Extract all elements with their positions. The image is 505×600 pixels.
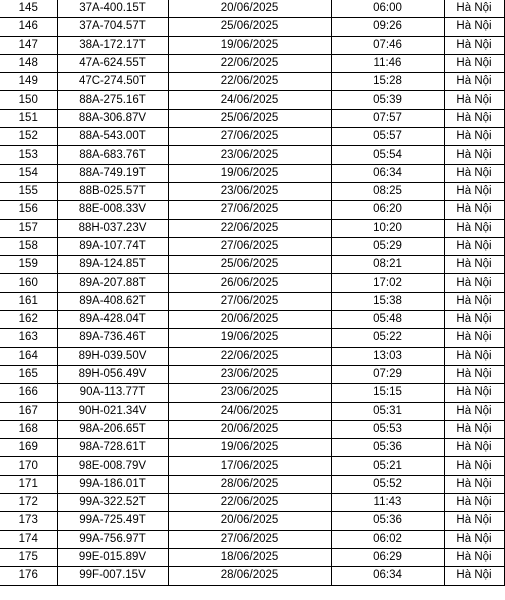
location-cell: Hà Nội [444, 530, 504, 548]
row-number-cell: 176 [0, 567, 57, 585]
time-cell: 06:20 [331, 201, 444, 219]
table-row [0, 512, 504, 530]
location-cell: Hà Nội [444, 0, 504, 18]
date-cell: 27/06/2025 [168, 201, 331, 219]
time-cell: 05:22 [331, 329, 444, 347]
row-number-cell: 175 [0, 548, 57, 566]
row-number-cell: 167 [0, 402, 57, 420]
date-cell: 23/06/2025 [168, 384, 331, 402]
date-cell: 26/06/2025 [168, 274, 331, 292]
license-plate-cell: 90A-113.77T [57, 384, 168, 402]
table-row [0, 311, 504, 329]
time-cell: 05:36 [331, 439, 444, 457]
row-number-cell: 152 [0, 128, 57, 146]
table-row [0, 274, 504, 292]
license-plate-cell: 88A-306.87V [57, 109, 168, 127]
date-cell: 23/06/2025 [168, 365, 331, 383]
table-row [0, 0, 504, 18]
license-plate-cell: 89A-408.62T [57, 292, 168, 310]
time-cell: 06:34 [331, 164, 444, 182]
table-row [0, 237, 504, 255]
row-number-cell: 166 [0, 384, 57, 402]
date-cell: 22/06/2025 [168, 494, 331, 512]
location-cell: Hà Nội [444, 439, 504, 457]
table-row [0, 182, 504, 200]
table-row [0, 402, 504, 420]
time-cell: 06:00 [331, 0, 444, 18]
table-row [0, 439, 504, 457]
license-plate-cell: 99E-015.89V [57, 548, 168, 566]
table-row [0, 128, 504, 146]
table-row [0, 347, 504, 365]
row-number-cell: 164 [0, 347, 57, 365]
row-number-cell: 145 [0, 0, 57, 18]
row-number-cell: 170 [0, 457, 57, 475]
license-plate-cell: 47A-624.55T [57, 54, 168, 72]
time-cell: 05:53 [331, 420, 444, 438]
license-plate-cell: 89A-428.04T [57, 311, 168, 329]
location-cell: Hà Nội [444, 18, 504, 36]
time-cell: 05:21 [331, 457, 444, 475]
row-number-cell: 148 [0, 54, 57, 72]
license-plate-cell: 99A-186.01T [57, 475, 168, 493]
license-plate-cell: 89H-056.49V [57, 365, 168, 383]
table-row [0, 18, 504, 36]
date-cell: 24/06/2025 [168, 91, 331, 109]
location-cell: Hà Nội [444, 457, 504, 475]
license-plate-cell: 99A-756.97T [57, 530, 168, 548]
date-cell: 19/06/2025 [168, 439, 331, 457]
table-row [0, 329, 504, 347]
time-cell: 11:46 [331, 54, 444, 72]
table-row [0, 219, 504, 237]
date-cell: 25/06/2025 [168, 18, 331, 36]
time-cell: 08:25 [331, 182, 444, 200]
license-plate-cell: 89A-107.74T [57, 237, 168, 255]
row-number-cell: 169 [0, 439, 57, 457]
date-cell: 24/06/2025 [168, 402, 331, 420]
date-cell: 25/06/2025 [168, 109, 331, 127]
date-cell: 28/06/2025 [168, 475, 331, 493]
date-cell: 17/06/2025 [168, 457, 331, 475]
location-cell: Hà Nội [444, 91, 504, 109]
row-number-cell: 165 [0, 365, 57, 383]
time-cell: 06:29 [331, 548, 444, 566]
date-cell: 20/06/2025 [168, 311, 331, 329]
time-cell: 07:57 [331, 109, 444, 127]
table-row [0, 292, 504, 310]
location-cell: Hà Nội [444, 475, 504, 493]
license-plate-cell: 37A-704.57T [57, 18, 168, 36]
row-number-cell: 172 [0, 494, 57, 512]
license-plate-cell: 99A-322.52T [57, 494, 168, 512]
table-row [0, 457, 504, 475]
time-cell: 05:57 [331, 128, 444, 146]
date-cell: 20/06/2025 [168, 420, 331, 438]
date-cell: 19/06/2025 [168, 36, 331, 54]
table-row [0, 36, 504, 54]
location-cell: Hà Nội [444, 54, 504, 72]
location-cell: Hà Nội [444, 146, 504, 164]
row-number-cell: 154 [0, 164, 57, 182]
license-plate-cell: 89H-039.50V [57, 347, 168, 365]
date-cell: 27/06/2025 [168, 237, 331, 255]
row-number-cell: 159 [0, 256, 57, 274]
row-number-cell: 168 [0, 420, 57, 438]
time-cell: 05:54 [331, 146, 444, 164]
date-cell: 25/06/2025 [168, 256, 331, 274]
time-cell: 05:48 [331, 311, 444, 329]
row-number-cell: 158 [0, 237, 57, 255]
time-cell: 17:02 [331, 274, 444, 292]
table-row [0, 548, 504, 566]
row-number-cell: 162 [0, 311, 57, 329]
license-plate-cell: 88B-025.57T [57, 182, 168, 200]
row-number-cell: 146 [0, 18, 57, 36]
location-cell: Hà Nội [444, 567, 504, 585]
table-row [0, 475, 504, 493]
table-row [0, 567, 504, 585]
license-plate-cell: 88A-543.00T [57, 128, 168, 146]
location-cell: Hà Nội [444, 292, 504, 310]
license-plate-cell: 90H-021.34V [57, 402, 168, 420]
license-plate-cell: 38A-172.17T [57, 36, 168, 54]
row-number-cell: 155 [0, 182, 57, 200]
license-plate-cell: 88H-037.23V [57, 219, 168, 237]
time-cell: 05:39 [331, 91, 444, 109]
table-row [0, 494, 504, 512]
time-cell: 07:29 [331, 365, 444, 383]
time-cell: 06:34 [331, 567, 444, 585]
location-cell: Hà Nội [444, 128, 504, 146]
location-cell: Hà Nội [444, 347, 504, 365]
license-plate-cell: 88A-749.19T [57, 164, 168, 182]
date-cell: 22/06/2025 [168, 347, 331, 365]
table-row [0, 420, 504, 438]
location-cell: Hà Nội [444, 219, 504, 237]
time-cell: 06:02 [331, 530, 444, 548]
table-row [0, 365, 504, 383]
time-cell: 05:29 [331, 237, 444, 255]
time-cell: 10:20 [331, 219, 444, 237]
table-row [0, 164, 504, 182]
date-cell: 23/06/2025 [168, 146, 331, 164]
table-row [0, 201, 504, 219]
location-cell: Hà Nội [444, 384, 504, 402]
row-number-cell: 163 [0, 329, 57, 347]
location-cell: Hà Nội [444, 201, 504, 219]
license-plate-cell: 47C-274.50T [57, 73, 168, 91]
time-cell: 15:28 [331, 73, 444, 91]
date-cell: 19/06/2025 [168, 329, 331, 347]
table-row [0, 146, 504, 164]
time-cell: 15:15 [331, 384, 444, 402]
location-cell: Hà Nội [444, 512, 504, 530]
date-cell: 28/06/2025 [168, 567, 331, 585]
license-plate-cell: 99F-007.15V [57, 567, 168, 585]
row-number-cell: 156 [0, 201, 57, 219]
date-cell: 22/06/2025 [168, 73, 331, 91]
table-row [0, 73, 504, 91]
table-row [0, 91, 504, 109]
location-cell: Hà Nội [444, 548, 504, 566]
location-cell: Hà Nội [444, 494, 504, 512]
location-cell: Hà Nội [444, 420, 504, 438]
table-row [0, 384, 504, 402]
row-number-cell: 149 [0, 73, 57, 91]
location-cell: Hà Nội [444, 237, 504, 255]
date-cell: 27/06/2025 [168, 530, 331, 548]
time-cell: 15:38 [331, 292, 444, 310]
row-number-cell: 147 [0, 36, 57, 54]
time-cell: 09:26 [331, 18, 444, 36]
location-cell: Hà Nội [444, 311, 504, 329]
location-cell: Hà Nội [444, 164, 504, 182]
license-plate-cell: 89A-124.85T [57, 256, 168, 274]
location-cell: Hà Nội [444, 274, 504, 292]
time-cell: 07:46 [331, 36, 444, 54]
license-plate-cell: 89A-207.88T [57, 274, 168, 292]
time-cell: 05:36 [331, 512, 444, 530]
row-number-cell: 157 [0, 219, 57, 237]
date-cell: 22/06/2025 [168, 219, 331, 237]
row-number-cell: 151 [0, 109, 57, 127]
row-number-cell: 160 [0, 274, 57, 292]
date-cell: 22/06/2025 [168, 54, 331, 72]
time-cell: 05:31 [331, 402, 444, 420]
row-number-cell: 174 [0, 530, 57, 548]
license-plate-cell: 88A-683.76T [57, 146, 168, 164]
location-cell: Hà Nội [444, 36, 504, 54]
date-cell: 20/06/2025 [168, 0, 331, 18]
location-cell: Hà Nội [444, 329, 504, 347]
table-row [0, 256, 504, 274]
license-plate-cell: 37A-400.15T [57, 0, 168, 18]
location-cell: Hà Nội [444, 402, 504, 420]
date-cell: 23/06/2025 [168, 182, 331, 200]
location-cell: Hà Nội [444, 182, 504, 200]
date-cell: 19/06/2025 [168, 164, 331, 182]
time-cell: 11:43 [331, 494, 444, 512]
license-plate-cell: 88A-275.16T [57, 91, 168, 109]
row-number-cell: 171 [0, 475, 57, 493]
time-cell: 08:21 [331, 256, 444, 274]
location-cell: Hà Nội [444, 365, 504, 383]
license-plate-cell: 89A-736.46T [57, 329, 168, 347]
location-cell: Hà Nội [444, 109, 504, 127]
row-number-cell: 150 [0, 91, 57, 109]
row-number-cell: 153 [0, 146, 57, 164]
table-row [0, 54, 504, 72]
time-cell: 13:03 [331, 347, 444, 365]
table-row [0, 109, 504, 127]
date-cell: 18/06/2025 [168, 548, 331, 566]
time-cell: 05:52 [331, 475, 444, 493]
date-cell: 20/06/2025 [168, 512, 331, 530]
date-cell: 27/06/2025 [168, 292, 331, 310]
license-plate-cell: 98E-008.79V [57, 457, 168, 475]
table-row [0, 530, 504, 548]
row-number-cell: 161 [0, 292, 57, 310]
license-plate-cell: 99A-725.49T [57, 512, 168, 530]
license-plate-cell: 88E-008.33V [57, 201, 168, 219]
location-cell: Hà Nội [444, 73, 504, 91]
date-cell: 27/06/2025 [168, 128, 331, 146]
location-cell: Hà Nội [444, 256, 504, 274]
license-plate-cell: 98A-728.61T [57, 439, 168, 457]
license-plate-cell: 98A-206.65T [57, 420, 168, 438]
row-number-cell: 173 [0, 512, 57, 530]
